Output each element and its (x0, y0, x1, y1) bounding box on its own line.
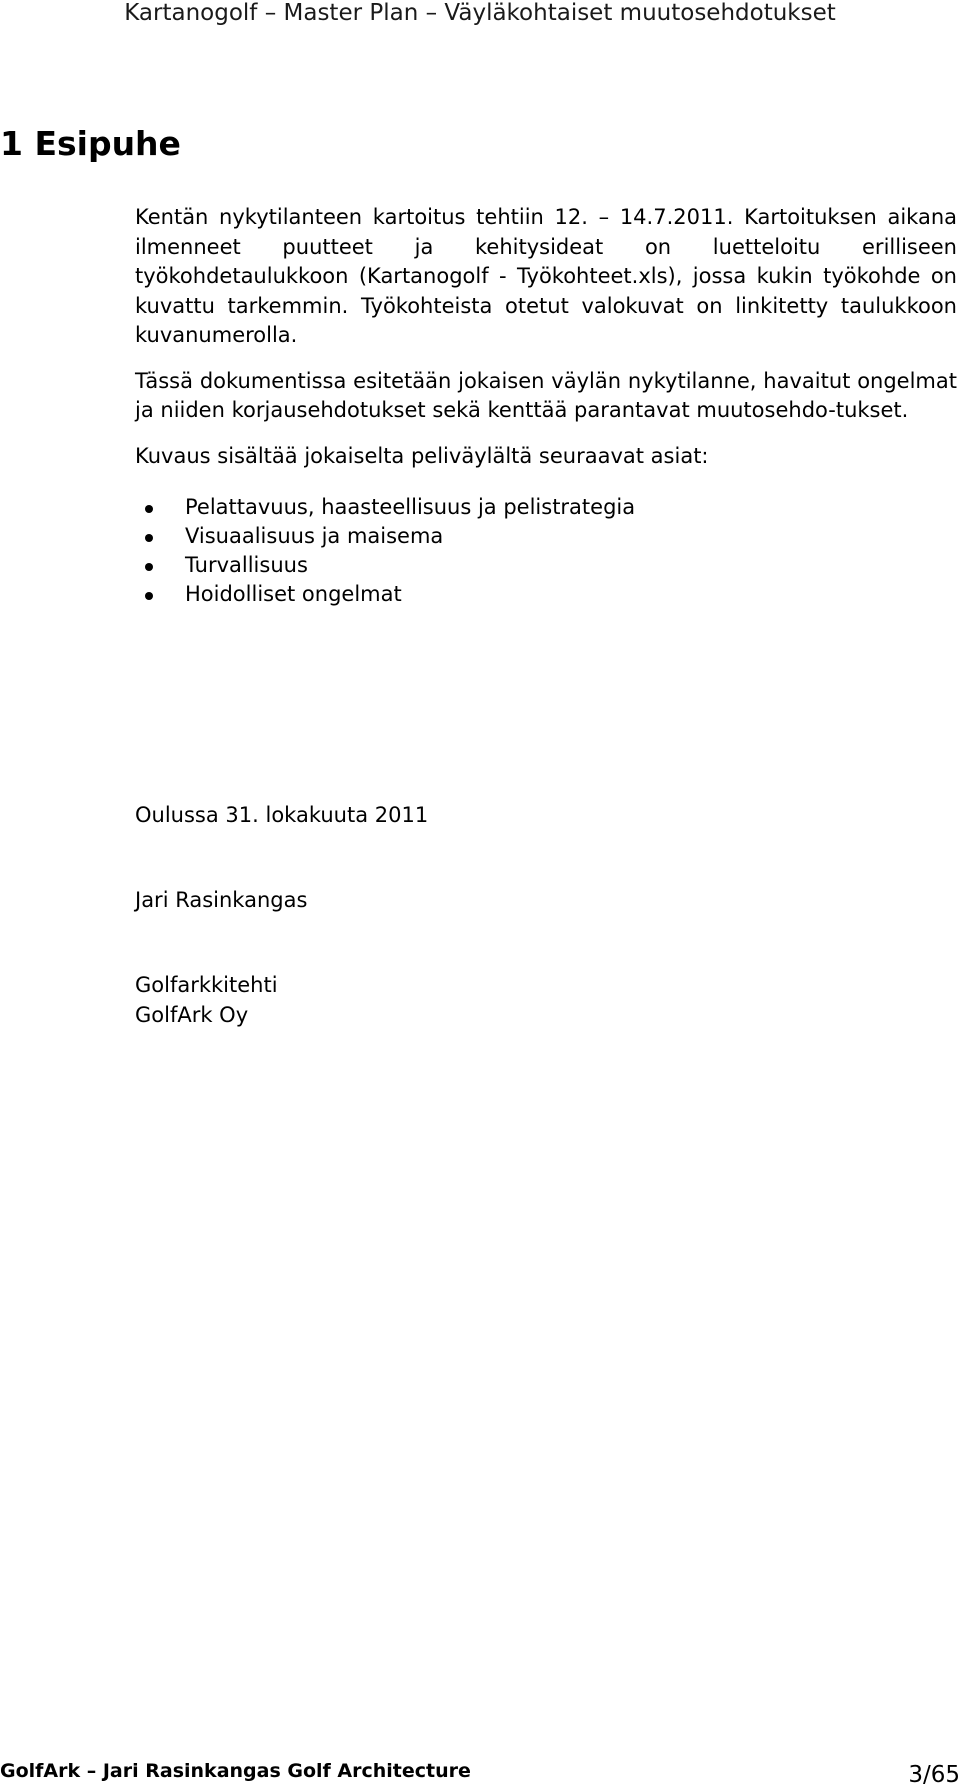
contents-intro-paragraph: Kuvaus sisältää jokaiselta peliväylältä seuraavat asiat: (135, 443, 709, 468)
topic-list (135, 493, 957, 609)
bullet-icon (145, 505, 153, 513)
intro-paragraph: Kentän nykytilanteen kartoitus tehtiin 12. – 14.7.2011. Kartoituksen aikana ilmenneet puutteet ja kehitysideat on luetteloitu erilliseen työkohdetaulukkoon (Kartanogolf - Työkohteet.xls), jossa kukin työkohde on kuvattu tarkemmin. Työkohteista otetut valokuvat on linkitetty taulukkoon kuvanumerolla. (135, 205, 957, 347)
signature-place-date: Oulussa 31. lokakuuta 2011 (135, 803, 429, 827)
bullet-icon (145, 592, 153, 600)
list-item (135, 580, 957, 609)
signature-company: GolfArk Oy (135, 1003, 249, 1027)
description-paragraph: Tässä dokumentissa esitetään jokaisen väylän nykytilanne, havaitut ongelmat ja niiden korjausehdotukset sekä kenttää parantavat muutosehdo-tukset. (135, 368, 957, 422)
list-item (135, 551, 957, 580)
page-footer (0, 1758, 960, 1791)
list-item (135, 522, 957, 551)
bullet-icon (145, 563, 153, 571)
signature-role: Golfarkkitehti (135, 973, 278, 997)
body-text (135, 203, 957, 609)
page-header: Kartanogolf – Master Plan – Väyläkohtaiset muutosehdotukset (124, 0, 836, 26)
signature-name: Jari Rasinkangas (135, 888, 308, 912)
list-item-label: Pelattavuus, haasteellisuus ja pelistrategia (185, 495, 636, 519)
list-item (135, 493, 957, 522)
list-item-label: Hoidolliset ongelmat (185, 582, 402, 606)
section-title: 1 Esipuhe (0, 124, 181, 163)
page-number: 3/65 (908, 1762, 960, 1788)
footer-company: GolfArk – Jari Rasinkangas Golf Architecture (0, 1760, 471, 1782)
list-item-label: Turvallisuus (185, 553, 308, 577)
list-item-label: Visuaalisuus ja maisema (185, 524, 444, 548)
bullet-icon (145, 534, 153, 542)
